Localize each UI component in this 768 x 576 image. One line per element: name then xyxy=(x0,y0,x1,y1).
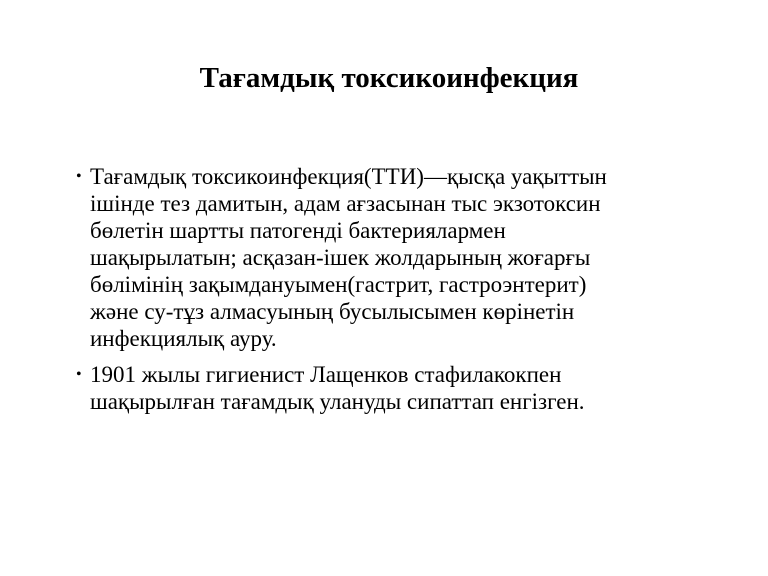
bullet-text-line: шақырылатын; асқазан-ішек жолдарының жоғарғы xyxy=(90,245,591,270)
bullet-text-line: 1901 жылы гигиенист Лащенков стафилакокпен xyxy=(90,362,562,387)
bullet-text-line: ішінде тез дамитын, адам ағзасынан тыс экзотоксин xyxy=(90,191,601,216)
slide-title: Тағамдық токсикоинфекция xyxy=(199,62,579,94)
bullet-item-definition xyxy=(76,163,690,352)
bullet-item-history xyxy=(76,361,690,415)
bullet-marker: • xyxy=(76,168,82,185)
bullet-text-line: бөлімінің зақымдануымен(гастрит, гастроэнтерит) xyxy=(90,272,587,297)
bullet-text-line: инфекциялық ауру. xyxy=(90,326,277,351)
bullet-text-line: Тағамдық токсикоинфекция(ТТИ)—қысқа уақыттын xyxy=(90,164,607,189)
bullet-text-line: бөлетін шартты патогенді бактериялармен xyxy=(90,218,506,243)
bullet-marker: • xyxy=(76,366,82,383)
bullet-text-line: және су-тұз алмасуының бусылысымен көрінетін xyxy=(90,299,575,324)
bullet-list xyxy=(76,163,690,424)
bullet-text-line: шақырылған тағамдық улануды сипаттап енгізген. xyxy=(90,389,585,414)
